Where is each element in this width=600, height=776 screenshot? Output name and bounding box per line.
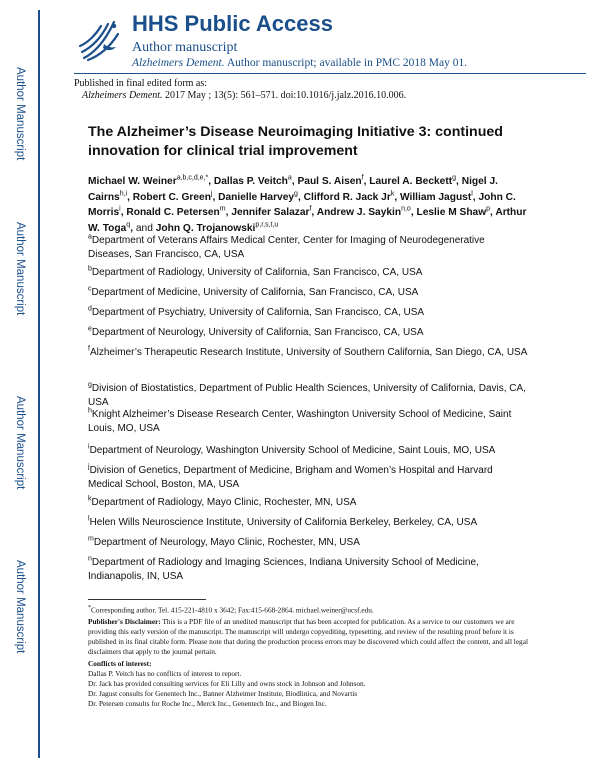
citation-journal: Alzheimers Dement. [82, 90, 163, 101]
affiliation-marker: h [88, 407, 92, 415]
author-name: Arthur W. Toga [88, 207, 527, 234]
affiliation-text: Helen Wills Neuroscience Institute, University of California Berkeley, Berkeley, CA, USA [89, 517, 478, 528]
author-affiliation-marker: m [219, 205, 226, 213]
corresponding-text: Corresponding author. Tel. 415-221-4810 x 3642; Fax:415-668-2864. michael.weiner@ucsf.edu. [91, 605, 374, 615]
affiliation [88, 536, 528, 550]
affiliation-text: Alzheimer’s Therapeutic Research Institute, University of Southern California, San Diego, CA, USA [89, 347, 528, 358]
author-affiliation-marker: f [361, 174, 364, 182]
author-affiliation-marker: a,b,c,d,e,* [176, 174, 209, 182]
author-name: Dallas P. Veitch [213, 176, 288, 187]
footnotes [88, 603, 528, 709]
affiliation-marker: n [88, 555, 92, 563]
author-name: Robert C. Green [132, 191, 211, 203]
affiliation-marker: f [88, 345, 90, 353]
affiliation-text: Department of Veterans Affairs Medical Center, Center for Imaging of Neurodegenerative Diseases, San Francisco, CA, USA [88, 235, 485, 260]
disclaimer-text: This is a PDF file of an unedited manuscript that has been accepted for publication. As a service to our customers we are providing this early version of the manuscript. The manuscript will undergo copyediting, typesetting, and review of the resulting proof before it is published in its final citable form. Please note that during the production process errors may be discovered which could affect the content, and all legal disclaimers that apply to the journal pertain. [88, 617, 528, 657]
author-affiliation-marker: a [287, 174, 292, 182]
conflict-item: Dr. Jagust consults for Genentech Inc., Banner Alzheimer Institute, Biodlinica, and Novartis [88, 689, 358, 699]
affiliation-text: Department of Radiology, Mayo Clinic, Rochester, MN, USA [91, 497, 357, 508]
disclaimer-label: Publisher's Disclaimer: [88, 617, 161, 627]
affiliation-marker: a [88, 233, 92, 241]
author-affiliation-marker: n,o [401, 205, 411, 213]
published-label: Published in final edited form as: [74, 78, 208, 89]
conflict-item: Dr. Jack has provided consulting services for Eli Lilly and owns stock in Johnson and Johnson. [88, 679, 366, 689]
affiliation-text: Knight Alzheimer’s Disease Research Center, Washington University School of Medicine, Saint Louis, MO, USA [88, 409, 512, 434]
author-list: Michael W. Weiner$^{a,b,c,d,e,*}$, Dallas P. Veitch$^a$, Paul S. Aisen$^f$, Laurel A. Beckett$^g$, Nigel J. Cairns$^{h,i}$, Robert C. Green$^j$, Danielle Harvey$^g$, Clifford R. Jack Jr$^k$, William Jagust$^l$, John C. Morris$^i$, Ronald C. Petersen$^m$, Jennifer Salazar$^f$, Andrew J. Saykin$^{n,o}$, Leslie M Shaw$^p$, Arthur W. Toga$^q$, and John Q. Trojanowski$^{p,r,s,t,u}$ [88, 174, 527, 234]
affiliation-marker: d [88, 305, 92, 313]
affiliation [88, 286, 528, 300]
availability-text: Author manuscript; available in PMC 2018 May 01. [226, 57, 468, 69]
affiliation-marker: l [88, 515, 90, 523]
hhs-public-access-title: HHS Public Access [132, 11, 333, 36]
author-manuscript-label: Author Manuscript [14, 560, 26, 654]
publisher-disclaimer [88, 617, 528, 657]
affiliation-text: Department of Neurology, Washington University School of Medicine, Saint Louis, MO, USA [89, 445, 496, 456]
author-affiliation-marker: h,i [119, 190, 128, 198]
affiliation-marker: m [88, 535, 94, 543]
author-name: Paul S. Aisen [297, 176, 362, 187]
affiliation-marker: i [88, 443, 90, 451]
affiliation [88, 496, 528, 510]
conflict-item: Dr. Petersen consults for Roche Inc., Merck Inc., Genentech Inc., and Biogen Inc. [88, 699, 327, 709]
author-affiliation-marker: p,r,s,t,u [255, 221, 279, 229]
author-affiliation-marker: p [486, 205, 491, 213]
affiliation-text: Department of Psychiatry, University of California, San Francisco, CA, USA [91, 307, 425, 318]
affiliation-marker: b [88, 265, 92, 273]
affiliation [88, 326, 528, 340]
conflicts-heading [88, 659, 528, 669]
affiliation [88, 346, 528, 360]
affiliation [88, 234, 528, 262]
author-affiliation-marker: q [126, 221, 131, 229]
affiliation-text: Department of Radiology, University of California, San Francisco, CA, USA [91, 267, 423, 278]
author-name: Laurel A. Beckett [369, 176, 453, 187]
author-name: Michael W. Weiner [88, 176, 177, 187]
corresponding-marker: * [88, 605, 92, 611]
author-manuscript-label: Author Manuscript [14, 222, 26, 316]
author-manuscript-subtitle: Author manuscript [132, 40, 238, 55]
affiliation-marker: c [88, 285, 92, 293]
affiliation-marker: g [88, 381, 92, 389]
affiliation [88, 408, 528, 436]
author-name: Nigel J. Cairns [88, 176, 498, 203]
author-affiliation-marker: g [452, 174, 457, 182]
author-name: John Q. Trojanowski [155, 222, 256, 234]
affiliation [88, 382, 528, 410]
citation-details: 2017 May ; 13(5): 561–571. doi:10.1016/j.jalz.2016.10.006. [165, 90, 407, 101]
affiliation [88, 444, 528, 458]
affiliation-marker: e [88, 325, 92, 333]
affiliation [88, 464, 528, 492]
author-manuscript-label: Author Manuscript [14, 67, 26, 161]
author-name: Andrew J. Saykin [316, 207, 402, 218]
journal-availability-line [132, 57, 467, 69]
affiliation-text: Division of Biostatistics, Department of Public Health Sciences, University of California, Davis, CA, USA [88, 383, 526, 408]
affiliation-text: Department of Neurology, University of California, San Francisco, CA, USA [91, 327, 424, 338]
affiliation [88, 556, 528, 584]
citation [74, 90, 574, 102]
author-name: Jennifer Salazar [231, 207, 310, 218]
corresponding-author [88, 603, 528, 615]
affiliation-text: Division of Genetics, Department of Medicine, Brigham and Women’s Hospital and Harvard Medical School, Boston, MA, USA [88, 465, 493, 490]
sidebar-rule [38, 10, 40, 758]
author-affiliation-marker: g [294, 190, 298, 198]
footnote-rule [88, 599, 206, 600]
affiliation [88, 266, 528, 280]
author-name: Leslie M Shaw [416, 207, 487, 218]
author-affiliation-marker: l [471, 190, 473, 198]
author-name: John C. Morris [88, 191, 516, 218]
author-name: Clifford R. Jack Jr [303, 191, 391, 203]
affiliation [88, 516, 528, 530]
affiliation-marker: j [88, 463, 90, 471]
author-manuscript-label: Author Manuscript [14, 396, 26, 490]
journal-name: Alzheimers Dement. [132, 57, 225, 69]
publication-info [74, 78, 574, 102]
affiliation-text: Department of Radiology and Imaging Sciences, Indiana University School of Medicine, Indianapolis, IN, USA [88, 557, 479, 582]
author-affiliation-marker: i [119, 205, 121, 213]
article-title: The Alzheimer’s Disease Neuroimaging Initiative 3: continued innovation for clinical trial improvement [88, 124, 503, 159]
affiliation-text: Department of Medicine, University of California, San Francisco, CA, USA [91, 287, 419, 298]
header-rule [74, 73, 586, 74]
author-affiliation-marker: k [390, 190, 395, 198]
affiliation-marker: k [88, 495, 92, 503]
author-and: and [135, 222, 153, 234]
hhs-eagle-logo-icon [74, 14, 124, 64]
author-affiliation-marker: f [309, 205, 312, 213]
author-name: Ronald C. Petersen [126, 207, 220, 218]
author-name: Danielle Harvey [218, 191, 295, 203]
affiliation [88, 306, 528, 320]
hhs-header [74, 11, 574, 74]
conflict-item: Dallas P. Veitch has no conflicts of interest to report. [88, 669, 242, 679]
author-affiliation-marker: j [210, 190, 213, 198]
author-name: William Jagust [399, 191, 472, 203]
affiliation-text: Department of Neurology, Mayo Clinic, Rochester, MN, USA [93, 537, 360, 548]
conflicts-label: Conflicts of interest: [88, 659, 152, 669]
